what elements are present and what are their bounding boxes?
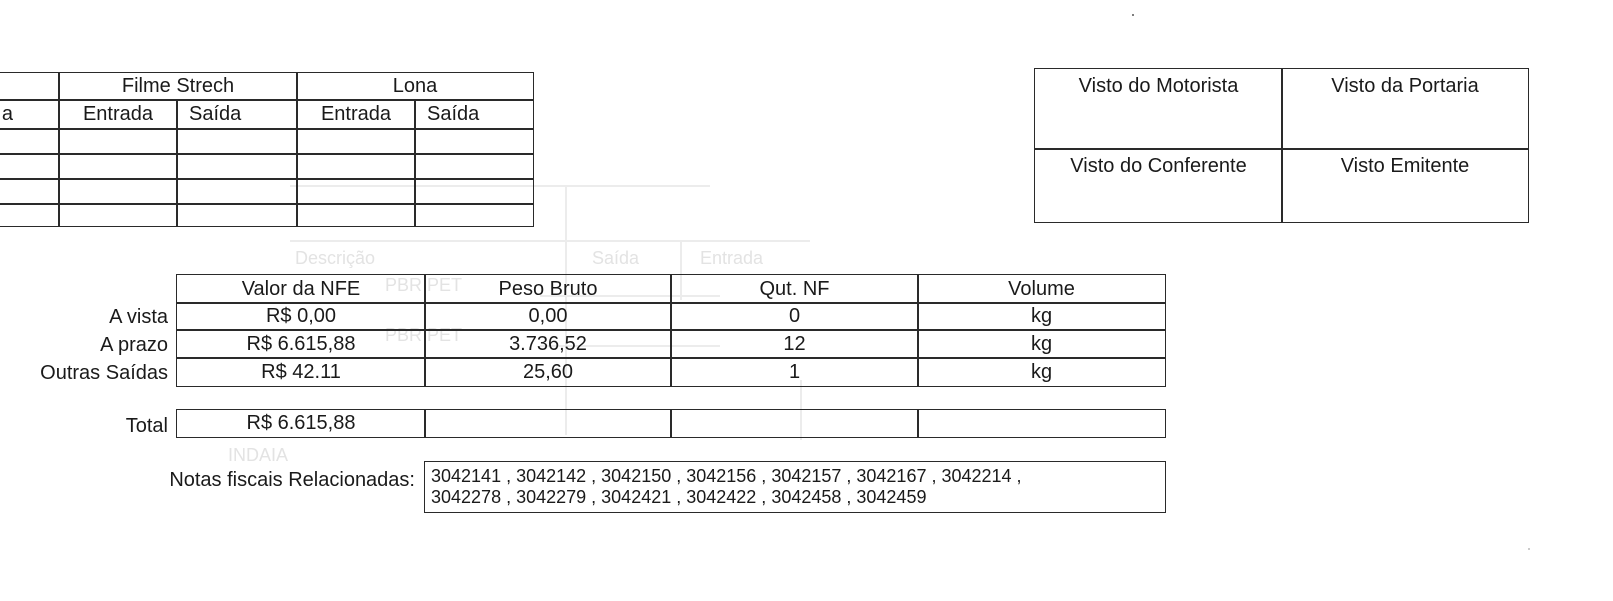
outras-saidas-valor: R$ 42.11 [176,357,426,387]
packaging-empty-cell [414,128,534,155]
a-vista-volume: kg [917,302,1166,331]
filme-saida-header: Saída [176,99,298,130]
packaging-empty-cell [0,203,60,227]
packaging-empty-cell [58,153,178,180]
packaging-empty-cell [176,153,298,180]
a-prazo-valor: R$ 6.615,88 [176,329,426,359]
ghost-text: Saída [592,248,640,268]
visto-conferente-label: Visto do Conferente [1070,155,1247,177]
packaging-empty-cell [296,128,416,155]
a-vista-qut: 0 [670,302,919,331]
outras-saidas-qut: 1 [670,357,919,387]
lona-entrada-header: Entrada [296,99,416,130]
row-label-a-prazo: A prazo [100,334,168,356]
row-label-total: Total [125,415,168,437]
total-valor: R$ 6.615,88 [176,409,426,438]
packaging-empty-cell [58,178,178,205]
lona-saida-header: Saída [414,99,534,130]
visto-motorista-label: Visto do Motorista [1078,75,1239,97]
packaging-empty-cell [58,203,178,227]
packaging-empty-cell [296,178,416,205]
packaging-empty-cell [176,203,298,227]
visto-emitente-cell [1281,148,1529,223]
a-prazo-volume: kg [917,329,1166,359]
cut-label-text: a [1,103,13,125]
packaging-empty-cell [296,153,416,180]
a-prazo-qut: 12 [670,329,919,359]
visto-motorista-cell [1034,68,1283,150]
packaging-corner-cell [0,72,60,101]
total-qut [670,409,919,438]
a-vista-peso: 0,00 [424,302,672,331]
visto-portaria-label: Visto da Portaria [1331,75,1479,97]
packaging-empty-cell [414,203,534,227]
filme-entrada-header: Entrada [58,99,178,130]
packaging-empty-cell [176,178,298,205]
scan-speck [1132,14,1134,16]
packaging-empty-cell [58,128,178,155]
filme-strech-header: Filme Strech [58,72,298,101]
notas-box [424,461,1166,513]
a-prazo-peso: 3.736,52 [424,329,672,359]
ghost-line [290,240,810,242]
header-volume: Volume [917,274,1166,304]
outras-saidas-peso: 25,60 [424,357,672,387]
ghost-text: PBR PET [385,325,463,345]
header-qut-nf: Qut. NF [670,274,919,304]
header-peso-bruto: Peso Bruto [424,274,672,304]
ghost-text: INDAIA [228,445,289,465]
notas-line-2: 3042278 , 3042279 , 3042421 , 3042422 , 3042458 , 3042459 [431,487,927,507]
visto-portaria-cell [1281,68,1529,150]
packaging-cut-label [0,99,60,130]
packaging-empty-cell [0,128,60,155]
visto-emitente-label: Visto Emitente [1340,155,1470,177]
total-peso [424,409,672,438]
packaging-empty-cell [296,203,416,227]
notas-label: Notas fiscais Relacionadas: [169,469,415,491]
visto-conferente-cell [1034,148,1283,223]
outras-saidas-volume: kg [917,357,1166,387]
scan-speck [1528,548,1530,550]
row-label-outras-saidas: Outras Saídas [40,362,168,384]
lona-header: Lona [296,72,534,101]
packaging-empty-cell [0,153,60,180]
notas-line-1: 3042141 , 3042142 , 3042150 , 3042156 , 3042157 , 3042167 , 3042214 , [431,466,1022,486]
packaging-empty-cell [414,178,534,205]
total-volume [917,409,1166,438]
packaging-empty-cell [414,153,534,180]
packaging-empty-cell [176,128,298,155]
ghost-text: Entrada [700,248,764,268]
ghost-text: Descrição [295,248,376,268]
row-label-a-vista: A vista [109,306,168,328]
header-valor-nfe: Valor da NFE [176,274,426,304]
packaging-empty-cell [0,178,60,205]
ghost-text: PBR PET [385,275,463,295]
a-vista-valor: R$ 0,00 [176,302,426,331]
